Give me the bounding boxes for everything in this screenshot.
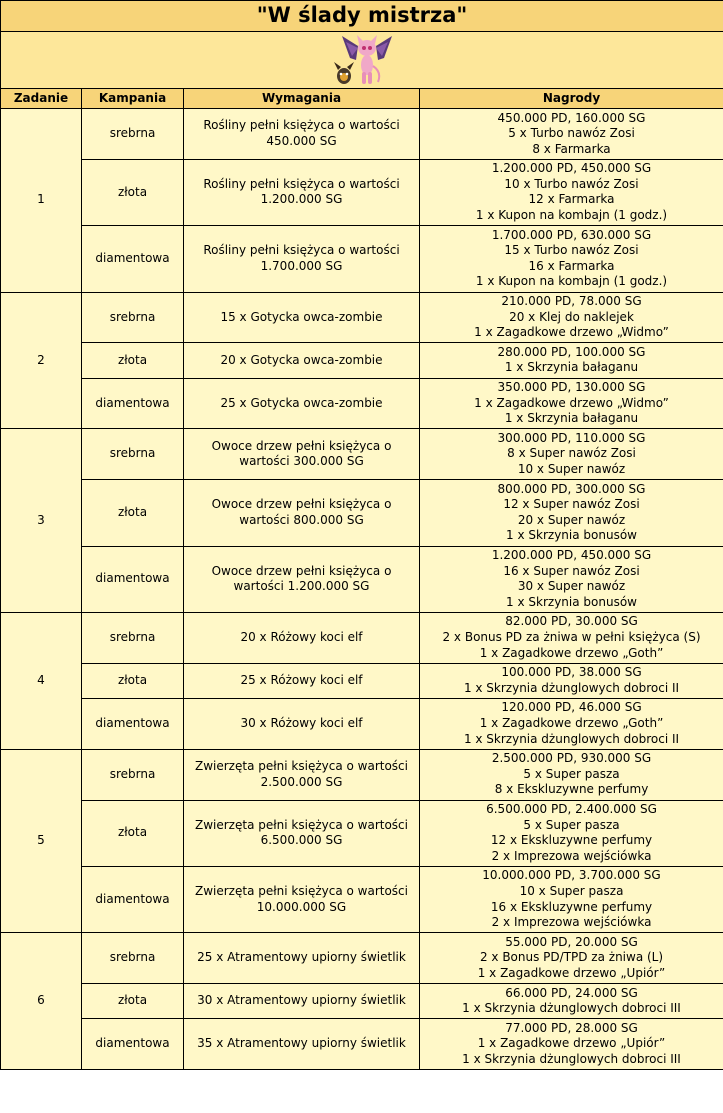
reward-item: 20 x Klej do naklejek (509, 309, 634, 324)
rewards-cell (420, 663, 723, 698)
banner (1, 32, 723, 89)
task-number: 3 (1, 429, 82, 613)
rewards-cell (420, 612, 723, 663)
task-number: 6 (1, 933, 82, 1070)
reward-item: 77.000 PD, 28.000 SG (505, 1020, 638, 1035)
header-campaign: Kampania (82, 89, 184, 109)
reward-item: 2 x Imprezowa wejściówka (491, 848, 652, 863)
quest-table-body (1, 109, 723, 1070)
requirement-cell: Rośliny pełni księżyca o wartości 450.000 SG (184, 109, 420, 160)
bat-creature-icon (334, 62, 354, 84)
table-row (1, 1019, 723, 1070)
rewards-cell (420, 698, 723, 749)
rewards-cell (420, 292, 723, 343)
requirement-cell: 20 x Gotycka owca-zombie (184, 343, 420, 378)
table-row (1, 749, 723, 800)
rewards-cell (420, 226, 723, 292)
campaign-cell: złota (82, 800, 184, 866)
reward-item: 2 x Bonus PD za żniwa w pełni księżyca (S) (442, 630, 701, 645)
requirement-cell: 30 x Różowy koci elf (184, 698, 420, 749)
reward-item: 1 x Zagadkowe drzewo „Goth” (479, 645, 664, 660)
campaign-cell: diamentowa (82, 1019, 184, 1070)
reward-item: 16 x Ekskluzywne perfumy (490, 899, 653, 914)
reward-item: 1 x Zagadkowe drzewo „Upiór” (477, 965, 666, 980)
reward-item: 280.000 PD, 100.000 SG (497, 344, 646, 359)
requirement-cell: Rośliny pełni księżyca o wartości 1.200.000 SG (184, 159, 420, 225)
mascot-image (330, 32, 394, 88)
campaign-cell: srebrna (82, 429, 184, 480)
reward-item: 350.000 PD, 130.000 SG (497, 380, 646, 395)
requirement-cell: Zwierzęta pełni księżyca o wartości 10.000.000 SG (184, 866, 420, 932)
table-row (1, 109, 723, 160)
requirement-cell: Zwierzęta pełni księżyca o wartości 2.500.000 SG (184, 749, 420, 800)
rewards-cell (420, 749, 723, 800)
requirement-cell: Owoce drzew pełni księżyca o wartości 800.000 SG (184, 480, 420, 546)
reward-item: 1 x Kupon na kombajn (1 godz.) (475, 208, 668, 223)
rewards-cell (420, 933, 723, 984)
requirement-cell: 30 x Atramentowy upiorny świetlik (184, 984, 420, 1019)
campaign-cell: diamentowa (82, 866, 184, 932)
campaign-cell: diamentowa (82, 226, 184, 292)
reward-item: 16 x Farmarka (528, 258, 615, 273)
reward-item: 450.000 PD, 160.000 SG (497, 110, 646, 125)
task-number: 5 (1, 749, 82, 933)
reward-item: 100.000 PD, 38.000 SG (501, 665, 642, 680)
reward-item: 6.500.000 PD, 2.400.000 SG (486, 802, 657, 817)
requirement-cell: 15 x Gotycka owca-zombie (184, 292, 420, 343)
reward-item: 5 x Super pasza (523, 766, 620, 781)
reward-item: 1.700.000 PD, 630.000 SG (491, 227, 652, 242)
reward-item: 1 x Skrzynia bałaganu (504, 360, 639, 375)
reward-item: 82.000 PD, 30.000 SG (505, 614, 638, 629)
header-task: Zadanie (1, 89, 82, 109)
requirement-cell: Owoce drzew pełni księżyca o wartości 1.200.000 SG (184, 546, 420, 612)
reward-item: 1 x Zagadkowe drzewo „Widmo” (474, 325, 669, 340)
reward-item: 1.200.000 PD, 450.000 SG (491, 161, 652, 176)
campaign-cell: diamentowa (82, 546, 184, 612)
reward-item: 1 x Skrzynia bonusów (506, 528, 637, 543)
task-number: 1 (1, 109, 82, 293)
reward-item: 12 x Farmarka (528, 192, 615, 207)
reward-item: 1 x Skrzynia dżunglowych dobroci III (462, 1051, 681, 1066)
table-row (1, 159, 723, 225)
campaign-cell: złota (82, 159, 184, 225)
campaign-cell: złota (82, 984, 184, 1019)
reward-item: 2 x Bonus PD/TPD za żniwa (L) (479, 950, 664, 965)
table-row (1, 546, 723, 612)
campaign-cell: diamentowa (82, 698, 184, 749)
rewards-cell (420, 800, 723, 866)
header-rewards: Nagrody (420, 89, 723, 109)
table-row (1, 866, 723, 932)
requirement-cell: 25 x Gotycka owca-zombie (184, 378, 420, 429)
reward-item: 8 x Ekskluzywne perfumy (494, 782, 649, 797)
table-row (1, 984, 723, 1019)
reward-item: 1 x Skrzynia bałaganu (504, 411, 639, 426)
table-row (1, 226, 723, 292)
reward-item: 55.000 PD, 20.000 SG (505, 934, 638, 949)
reward-item: 800.000 PD, 300.000 SG (497, 481, 646, 496)
requirement-cell: Owoce drzew pełni księżyca o wartości 300.000 SG (184, 429, 420, 480)
reward-item: 66.000 PD, 24.000 SG (505, 985, 638, 1000)
reward-item: 10 x Turbo nawóz Zosi (504, 176, 639, 191)
table-row (1, 292, 723, 343)
reward-item: 1 x Zagadkowe drzewo „Upiór” (477, 1036, 666, 1051)
campaign-cell: srebrna (82, 749, 184, 800)
campaign-cell: złota (82, 343, 184, 378)
page-title: "W ślady mistrza" (1, 1, 723, 32)
reward-item: 1 x Kupon na kombajn (1 godz.) (475, 274, 668, 289)
table-row (1, 378, 723, 429)
reward-item: 1 x Zagadkowe drzewo „Goth” (479, 716, 664, 731)
campaign-cell: srebrna (82, 292, 184, 343)
reward-item: 12 x Super nawóz Zosi (503, 497, 640, 512)
rewards-cell (420, 378, 723, 429)
rewards-cell (420, 546, 723, 612)
table-row (1, 343, 723, 378)
rewards-cell (420, 159, 723, 225)
requirement-cell: 25 x Atramentowy upiorny świetlik (184, 933, 420, 984)
reward-item: 120.000 PD, 46.000 SG (501, 700, 642, 715)
reward-item: 10 x Super nawóz (517, 462, 626, 477)
campaign-cell: diamentowa (82, 378, 184, 429)
campaign-cell: srebrna (82, 612, 184, 663)
reward-item: 16 x Super nawóz Zosi (503, 563, 640, 578)
reward-item: 30 x Super nawóz (517, 579, 626, 594)
reward-item: 1 x Skrzynia dżunglowych dobroci II (463, 731, 680, 746)
requirement-cell: 25 x Różowy koci elf (184, 663, 420, 698)
table-row (1, 480, 723, 546)
requirement-cell: Zwierzęta pełni księżyca o wartości 6.500.000 SG (184, 800, 420, 866)
reward-item: 12 x Ekskluzywne perfumy (490, 833, 653, 848)
rewards-cell (420, 1019, 723, 1070)
reward-item: 2 x Imprezowa wejściówka (491, 915, 652, 930)
campaign-cell: srebrna (82, 933, 184, 984)
reward-item: 2.500.000 PD, 930.000 SG (491, 751, 652, 766)
requirement-cell: 35 x Atramentowy upiorny świetlik (184, 1019, 420, 1070)
task-number: 4 (1, 612, 82, 749)
reward-item: 8 x Farmarka (532, 141, 611, 156)
header-requirements: Wymagania (184, 89, 420, 109)
rewards-cell (420, 343, 723, 378)
reward-item: 300.000 PD, 110.000 SG (497, 430, 646, 445)
table-row (1, 429, 723, 480)
requirement-cell: Rośliny pełni księżyca o wartości 1.700.000 SG (184, 226, 420, 292)
table-row (1, 933, 723, 984)
reward-item: 1 x Skrzynia bonusów (506, 594, 637, 609)
reward-item: 15 x Turbo nawóz Zosi (504, 243, 639, 258)
reward-item: 1 x Zagadkowe drzewo „Widmo” (474, 395, 669, 410)
reward-item: 10 x Super pasza (519, 884, 624, 898)
reward-item: 5 x Turbo nawóz Zosi (508, 126, 635, 141)
rewards-cell (420, 109, 723, 160)
rewards-cell (420, 480, 723, 546)
reward-item: 210.000 PD, 78.000 SG (501, 294, 642, 309)
table-row (1, 663, 723, 698)
reward-item: 1 x Skrzynia dżunglowych dobroci III (462, 1001, 681, 1016)
reward-item: 1.200.000 PD, 450.000 SG (491, 548, 652, 563)
campaign-cell: srebrna (82, 109, 184, 160)
campaign-cell: złota (82, 480, 184, 546)
table-row (1, 612, 723, 663)
table-row (1, 800, 723, 866)
table-row (1, 698, 723, 749)
rewards-cell (420, 984, 723, 1019)
reward-item: 10.000.000 PD, 3.700.000 SG (482, 868, 661, 883)
reward-item: 8 x Super nawóz Zosi (507, 446, 636, 461)
rewards-cell (420, 866, 723, 932)
requirement-cell: 20 x Różowy koci elf (184, 612, 420, 663)
rewards-cell (420, 429, 723, 480)
reward-item: 5 x Super pasza (523, 817, 620, 832)
task-number: 2 (1, 292, 82, 429)
reward-item: 20 x Super nawóz (517, 512, 626, 527)
reward-item: 1 x Skrzynia dżunglowych dobroci II (463, 680, 680, 695)
campaign-cell: złota (82, 663, 184, 698)
